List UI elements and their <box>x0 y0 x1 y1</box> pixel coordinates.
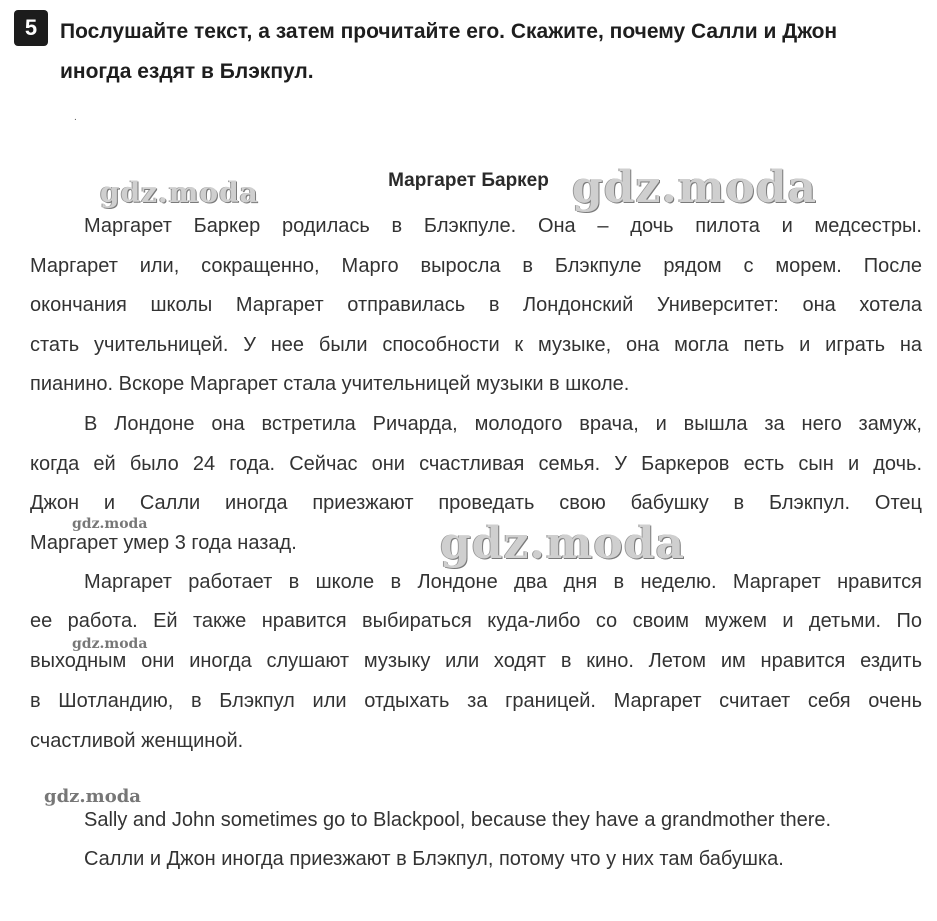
text-line: Джон и Салли иногда приезжают проведать свою бабушку в Блэкпул. Отец <box>30 492 922 514</box>
watermark-logo: gdz.moda <box>100 176 259 209</box>
text-line: Маргарет умер 3 года назад. <box>30 532 297 554</box>
watermark-logo: gdz.moda <box>572 162 818 213</box>
text-line: ее работа. Ей также нравится выбираться куда-либо со своим мужем и детьми. По <box>30 610 922 632</box>
text-line: счастливой женщиной. <box>30 730 244 752</box>
watermark-logo: gdz.moda <box>72 636 148 652</box>
text-title: Маргарет Баркер <box>388 170 549 191</box>
watermark-logo: gdz.moda <box>72 516 148 532</box>
text-line: в Шотландию, в Блэкпул или отдыхать за границей. Маргарет считает себя очень <box>30 690 922 712</box>
text-line: Маргарет работает в школе в Лондоне два дня в неделю. Маргарет нравится <box>84 571 922 593</box>
text-line: пианино. Вскоре Маргарет стала учительницей музыки в школе. <box>30 373 630 395</box>
answer-russian: Салли и Джон иногда приезжают в Блэкпул, потому что у них там бабушка. <box>84 848 784 870</box>
text-line: Маргарет или, сокращенно, Марго выросла в Блэкпуле рядом с морем. После <box>30 255 922 277</box>
text-line: когда ей было 24 года. Сейчас они счастливая семья. У Баркеров есть сын и дочь. <box>30 453 922 475</box>
text-line: окончания школы Маргарет отправилась в Лондонский Университет: она хотела <box>30 294 922 316</box>
stray-dot: . <box>74 112 77 123</box>
text-line: стать учительницей. У нее были способности к музыке, она могла петь и играть на <box>30 334 922 356</box>
task-instruction-line-1: Послушайте текст, а затем прочитайте его. Скажите, почему Салли и Джон <box>60 20 838 43</box>
task-number-badge: 5 <box>14 10 48 46</box>
text-line: В Лондоне она встретила Ричарда, молодого врача, и вышла за него замуж, <box>84 413 922 435</box>
text-line: выходным они иногда слушают музыку или ходят в кино. Летом им нравится ездить <box>30 650 922 672</box>
watermark-logo: gdz.moda <box>440 518 686 569</box>
task-instruction <box>60 12 930 92</box>
watermark-logo: gdz.moda <box>44 786 141 807</box>
text-line: Маргарет Баркер родилась в Блэкпуле. Она – дочь пилота и медсестры. <box>84 215 922 237</box>
answer-english: Sally and John sometimes go to Blackpool, because they have a grandmother there. <box>84 809 832 831</box>
task-instruction-line-2: иногда ездят в Блэкпул. <box>60 60 314 83</box>
